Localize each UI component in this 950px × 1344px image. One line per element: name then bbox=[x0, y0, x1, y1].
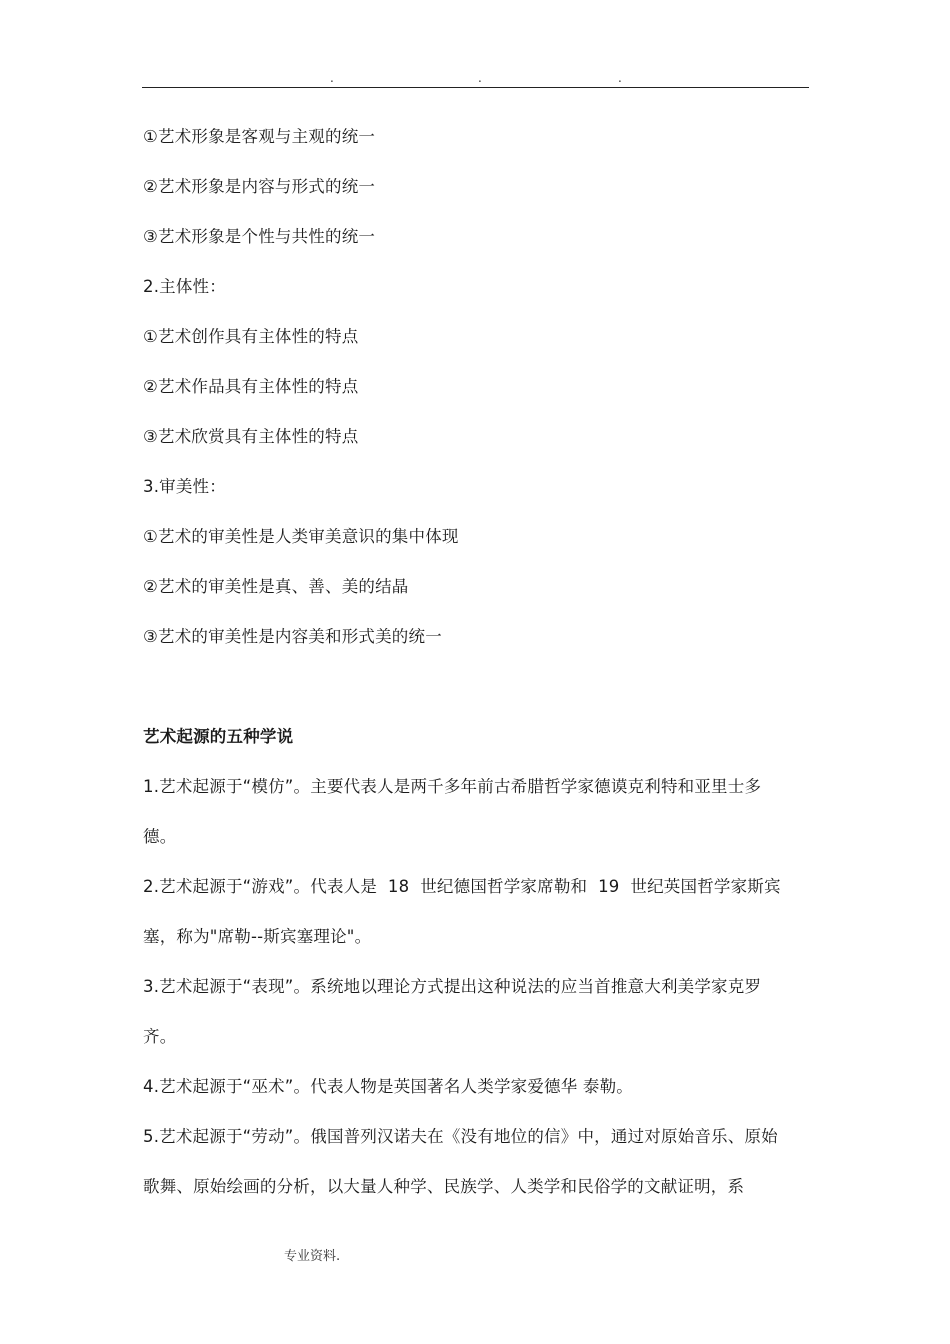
list-item: ③艺术形象是个性与共性的统一 bbox=[143, 227, 376, 246]
spacer bbox=[143, 662, 811, 712]
header-dot: . bbox=[618, 71, 622, 85]
list-item: ②艺术形象是内容与形式的统一 bbox=[143, 177, 376, 196]
paragraph-line: 2.艺术起源于“游戏”。代表人是 18 世纪德国哲学家席勒和 19 世纪英国哲学家斯宾 bbox=[143, 877, 781, 896]
header-dot: . bbox=[478, 71, 482, 85]
page-header-dots bbox=[0, 70, 950, 86]
list-item: ①艺术的审美性是人类审美意识的集中体现 bbox=[143, 527, 459, 546]
paragraph-line: 德。 bbox=[143, 827, 177, 846]
list-item: ①艺术创作具有主体性的特点 bbox=[143, 327, 359, 346]
list-item: ②艺术的审美性是真、善、美的结晶 bbox=[143, 577, 409, 596]
document-body bbox=[143, 112, 811, 1212]
list-item: ③艺术的审美性是内容美和形式美的统一 bbox=[143, 627, 442, 646]
header-dot: . bbox=[330, 71, 334, 85]
section-title: 2.主体性： bbox=[143, 277, 226, 296]
paragraph-line: 3.艺术起源于“表现”。系统地以理论方式提出这种说法的应当首推意大利美学家克罗 bbox=[143, 977, 762, 996]
paragraph-line: 5.艺术起源于“劳动”。俄国普列汉诺夫在《没有地位的信》中，通过对原始音乐、原始 bbox=[143, 1127, 778, 1146]
paragraph-line: 1.艺术起源于“模仿”。主要代表人是两千多年前古希腊哲学家德谟克利特和亚里士多 bbox=[143, 777, 762, 796]
paragraph-line: 4.艺术起源于“巫术”。代表人物是英国著名人类学家爱德华 泰勒。 bbox=[143, 1077, 633, 1096]
paragraph-line: 塞，称为"席勒--斯宾塞理论"。 bbox=[143, 927, 372, 946]
paragraph-line: 歌舞、原始绘画的分析，以大量人种学、民族学、人类学和民俗学的文献证明，系 bbox=[143, 1177, 745, 1196]
paragraph-line: 齐。 bbox=[143, 1027, 177, 1046]
list-item: ②艺术作品具有主体性的特点 bbox=[143, 377, 359, 396]
list-item: ①艺术形象是客观与主观的统一 bbox=[143, 127, 376, 146]
page-footer: 专业资料. bbox=[284, 1249, 341, 1264]
section-heading: 艺术起源的五种学说 bbox=[143, 727, 294, 746]
header-rule bbox=[142, 87, 809, 88]
list-item: ③艺术欣赏具有主体性的特点 bbox=[143, 427, 359, 446]
section-title: 3.审美性： bbox=[143, 477, 226, 496]
